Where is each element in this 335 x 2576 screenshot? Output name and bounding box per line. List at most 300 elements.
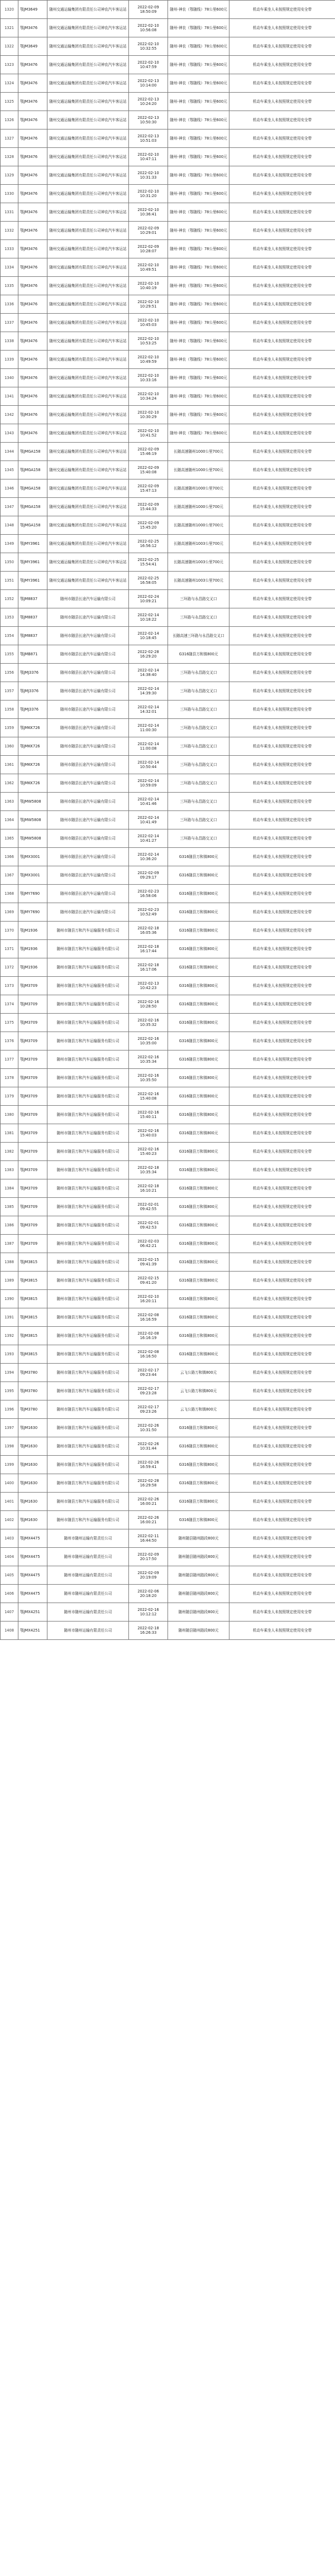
row-company: 随州交通运输集团有限责任公司神农汽车客运站 (47, 111, 129, 129)
row-route: G316随县万和镇800元 (168, 1327, 229, 1345)
row-reason: 机动车乘坐人未按照规定使用安全带 (229, 1456, 335, 1474)
row-plate: 鄂JM3476 (18, 314, 47, 332)
table-row (1, 1345, 335, 1364)
row-route: 三环路与永昌路交叉口 (168, 664, 229, 682)
table-row (1, 277, 335, 295)
row-reason: 机动车乘坐人未按照规定使用安全带 (229, 995, 335, 1014)
row-plate: 鄂JM3476 (18, 19, 47, 37)
table-row (1, 240, 335, 258)
row-plate: 鄂JM3476 (18, 295, 47, 314)
row-plate: 鄂JM3709 (18, 1216, 47, 1235)
row-seq: 1395 (1, 1382, 18, 1400)
table-row (1, 387, 335, 406)
table-row (1, 406, 335, 424)
row-seq: 1345 (1, 461, 18, 479)
row-company: 随州市随县万和汽车运输服务有限公司 (47, 977, 129, 995)
row-plate: 鄂JM3476 (18, 258, 47, 277)
row-company: 随州交通运输集团有限责任公司神农汽车客运站 (47, 406, 129, 424)
table-row (1, 1032, 335, 1050)
row-seq: 1378 (1, 1069, 18, 1087)
table-row (1, 1364, 335, 1382)
row-seq: 1408 (1, 1622, 18, 1640)
row-seq: 1372 (1, 958, 18, 977)
row-reason: 机动车乘坐人未按照规定使用安全带 (229, 572, 335, 590)
row-time: 2022-02-09 10:29:01 (129, 222, 168, 240)
row-company: 随州市随县万和汽车运输服务有限公司 (47, 1235, 129, 1253)
row-company: 随州市随县长途汽车运输有限公司 (47, 829, 129, 848)
row-time: 2022-02-18 16:05:36 (129, 922, 168, 940)
row-reason: 机动车乘坐人未按照规定使用安全带 (229, 443, 335, 461)
row-seq: 1347 (1, 498, 18, 516)
row-reason: 机动车乘坐人未按照规定使用安全带 (229, 498, 335, 516)
table-row (1, 351, 335, 369)
row-company: 随州市随县万和汽车运输服务有限公司 (47, 958, 129, 977)
table-row (1, 1253, 335, 1272)
row-plate: 鄂JM1630 (18, 1511, 47, 1529)
row-seq: 1381 (1, 1124, 18, 1143)
row-plate: 鄂JM3476 (18, 129, 47, 148)
row-company: 随州市随县长途汽车运输有限公司 (47, 664, 129, 682)
row-time: 2022-02-09 10:28:07 (129, 240, 168, 258)
row-route: G316随县万和镇800元 (168, 1087, 229, 1106)
row-plate: 鄂JM3815 (18, 1290, 47, 1308)
row-time: 2022-02-17 09:23:28 (129, 1382, 168, 1400)
row-company: 随州市随县万和汽车运输服务有限公司 (47, 1050, 129, 1069)
row-time: 2022-02-14 10:59:09 (129, 774, 168, 793)
table-row (1, 443, 335, 461)
row-reason: 机动车乘坐人未按照规定使用安全带 (229, 19, 335, 37)
row-seq: 1370 (1, 922, 18, 940)
row-plate: 鄂JM3476 (18, 351, 47, 369)
row-route: 随州-神农（鄂随线）78公里600元 (168, 185, 229, 203)
row-seq: 1391 (1, 1308, 18, 1327)
row-time: 2022-02-10 16:20:11 (129, 1290, 168, 1308)
row-seq: 1375 (1, 1014, 18, 1032)
row-seq: 1359 (1, 719, 18, 737)
row-time: 2022-02-13 10:51:03 (129, 129, 168, 148)
table-row (1, 314, 335, 332)
row-route: 三环路与永昌路交叉口 (168, 829, 229, 848)
row-plate: 鄂JM3780 (18, 1364, 47, 1382)
row-company: 随州市随县万和汽车运输服务有限公司 (47, 1290, 129, 1308)
table-row (1, 848, 335, 866)
row-company: 随州市随县长途汽车运输有限公司 (47, 719, 129, 737)
row-route: G316随县万和镇800元 (168, 848, 229, 866)
row-time: 2022-02-23 16:58:06 (129, 885, 168, 903)
row-plate: 鄂JM1936 (18, 922, 47, 940)
row-reason: 机动车乘坐人未按照规定使用安全带 (229, 1216, 335, 1235)
row-time: 2022-02-14 10:41:27 (129, 829, 168, 848)
row-plate: 鄂JMX3001 (18, 848, 47, 866)
row-seq: 1397 (1, 1419, 18, 1437)
row-time: 2022-02-15 09:41:20 (129, 1272, 168, 1290)
row-route: G316随县万和镇800元 (168, 1437, 229, 1456)
row-time: 2022-02-09 15:47:13 (129, 479, 168, 498)
row-seq: 1383 (1, 1161, 18, 1179)
row-seq: 1362 (1, 774, 18, 793)
row-plate: 鄂JM3815 (18, 1253, 47, 1272)
row-company: 随州交通运输集团有限责任公司神农汽车客运站 (47, 314, 129, 332)
row-time: 2022-02-18 16:10:21 (129, 1179, 168, 1198)
row-seq: 1386 (1, 1216, 18, 1235)
row-reason: 机动车乘坐人未按照规定使用安全带 (229, 277, 335, 295)
table-row (1, 424, 335, 443)
row-seq: 1338 (1, 332, 18, 351)
row-company: 随州市随县万和汽车运输服务有限公司 (47, 922, 129, 940)
row-route: G316随县万和镇800元 (168, 1474, 229, 1493)
table-row (1, 258, 335, 277)
row-route: 随州-神农（鄂随线）78公里600元 (168, 93, 229, 111)
table-row (1, 479, 335, 498)
row-seq: 1374 (1, 995, 18, 1014)
row-company: 随州交通运输集团有限责任公司神农汽车客运站 (47, 424, 129, 443)
row-time: 2022-02-16 10:35:32 (129, 1014, 168, 1032)
row-route: 随州-神农（鄂随线）78公里600元 (168, 148, 229, 166)
row-seq: 1394 (1, 1364, 18, 1382)
table-row (1, 1161, 335, 1179)
row-time: 2022-02-09 09:29:17 (129, 866, 168, 885)
row-route: 长随高速随州1000公里700元 (168, 461, 229, 479)
row-route: 长随高速随州1003公里700元 (168, 535, 229, 553)
row-plate: 鄂JMGA158 (18, 516, 47, 535)
row-route: 随州随县随州路段800元 (168, 1566, 229, 1585)
row-time: 2022-02-10 10:31:33 (129, 166, 168, 185)
row-seq: 1407 (1, 1603, 18, 1622)
table-row (1, 1474, 335, 1493)
row-seq: 1333 (1, 240, 18, 258)
row-seq: 1343 (1, 424, 18, 443)
row-plate: 鄂JM1630 (18, 1437, 47, 1456)
row-plate: 鄂JMW5808 (18, 811, 47, 829)
row-company: 随州市随县万和汽车运输服务有限公司 (47, 1087, 129, 1106)
row-plate: 鄂JM3476 (18, 369, 47, 387)
row-company: 随州市随州运输有限责任公司 (47, 1529, 129, 1548)
row-plate: 鄂JMY3961 (18, 553, 47, 572)
row-reason: 机动车乘坐人未按照规定使用安全带 (229, 240, 335, 258)
row-time: 2022-02-18 16:17:44 (129, 940, 168, 958)
row-route: 随州-神农（鄂随线）78公里600元 (168, 240, 229, 258)
row-plate: 鄂JM3709 (18, 1198, 47, 1216)
row-company: 随州市随县长途汽车运输有限公司 (47, 590, 129, 608)
table-row (1, 1272, 335, 1290)
row-plate: 鄂JM3815 (18, 1327, 47, 1345)
row-company: 随州交通运输集团有限责任公司神农汽车客运站 (47, 56, 129, 74)
row-company: 随州市随县万和汽车运输服务有限公司 (47, 1400, 129, 1419)
row-plate: 鄂JM3476 (18, 424, 47, 443)
row-seq: 1384 (1, 1179, 18, 1198)
row-reason: 机动车乘坐人未按照规定使用安全带 (229, 1419, 335, 1437)
row-plate: 鄂JM3476 (18, 148, 47, 166)
table-row (1, 977, 335, 995)
row-route: 长随高速随州1003公里700元 (168, 572, 229, 590)
table-row (1, 829, 335, 848)
row-seq: 1393 (1, 1345, 18, 1364)
row-plate: 鄂JMB871 (18, 645, 47, 664)
row-reason: 机动车乘坐人未按照规定使用安全带 (229, 977, 335, 995)
row-time: 2022-02-06 20:18:20 (129, 1585, 168, 1603)
row-reason: 机动车乘坐人未按照规定使用安全带 (229, 1622, 335, 1640)
row-seq: 1373 (1, 977, 18, 995)
row-company: 随州市随县长途汽车运输有限公司 (47, 701, 129, 719)
row-seq: 1403 (1, 1529, 18, 1548)
row-time: 2022-02-11 16:44:50 (129, 1529, 168, 1548)
row-plate: 鄂JM3709 (18, 1106, 47, 1124)
table-row (1, 719, 335, 737)
row-reason: 机动车乘坐人未按照规定使用安全带 (229, 701, 335, 719)
row-company: 随州交通运输集团有限责任公司神农汽车客运站 (47, 74, 129, 93)
row-time: 2022-02-10 10:53:25 (129, 332, 168, 351)
row-time: 2022-02-14 10:18:22 (129, 608, 168, 627)
row-time: 2022-02-14 10:41:46 (129, 793, 168, 811)
row-company: 随州交通运输集团有限责任公司神农汽车客运站 (47, 93, 129, 111)
table-row (1, 1124, 335, 1143)
row-plate: 鄂JM8837 (18, 608, 47, 627)
table-row (1, 1548, 335, 1566)
row-reason: 机动车乘坐人未按照规定使用安全带 (229, 148, 335, 166)
row-time: 2022-02-16 10:35:00 (129, 1032, 168, 1050)
row-plate: 鄂JM3709 (18, 1179, 47, 1198)
row-seq: 1392 (1, 1327, 18, 1345)
row-reason: 机动车乘坐人未按照规定使用安全带 (229, 424, 335, 443)
row-reason: 机动车乘坐人未按照规定使用安全带 (229, 479, 335, 498)
row-plate: 鄂JM3476 (18, 406, 47, 424)
row-reason: 机动车乘坐人未按照规定使用安全带 (229, 332, 335, 351)
row-seq: 1368 (1, 885, 18, 903)
row-reason: 机动车乘坐人未按照规定使用安全带 (229, 1050, 335, 1069)
row-company: 随州市随县万和汽车运输服务有限公司 (47, 1511, 129, 1529)
row-company: 随州市随州运输有限责任公司 (47, 1603, 129, 1622)
row-reason: 机动车乘坐人未按照规定使用安全带 (229, 129, 335, 148)
row-company: 随州市随县万和汽车运输服务有限公司 (47, 995, 129, 1014)
table-row (1, 19, 335, 37)
row-route: 随州-神农（鄂随线）78公里600元 (168, 387, 229, 406)
row-route: 随州-神农（鄂随线）78公里600元 (168, 129, 229, 148)
row-plate: 鄂JMJ3376 (18, 664, 47, 682)
row-company: 随州市随县万和汽车运输服务有限公司 (47, 1069, 129, 1087)
row-company: 随州市随县万和汽车运输服务有限公司 (47, 1382, 129, 1400)
row-seq: 1344 (1, 443, 18, 461)
row-company: 随州市随县长途汽车运输有限公司 (47, 608, 129, 627)
row-seq: 1380 (1, 1106, 18, 1124)
row-plate: 鄂JM3709 (18, 1161, 47, 1179)
row-company: 随州交通运输集团有限责任公司神农汽车客运站 (47, 516, 129, 535)
row-time: 2022-02-10 10:49:51 (129, 258, 168, 277)
row-company: 随州交通运输集团有限责任公司神农汽车客运站 (47, 369, 129, 387)
row-plate: 鄂JM3476 (18, 240, 47, 258)
row-seq: 1369 (1, 903, 18, 922)
row-plate: 鄂JM1630 (18, 1456, 47, 1474)
row-route: G316随县万和镇800元 (168, 1456, 229, 1474)
row-route: 随州-神农（鄂随线）78公里600元 (168, 314, 229, 332)
row-time: 2022-02-10 10:34:24 (129, 387, 168, 406)
row-route: 三环路与永昌路交叉口 (168, 793, 229, 811)
row-seq: 1331 (1, 203, 18, 222)
row-reason: 机动车乘坐人未按照规定使用安全带 (229, 93, 335, 111)
table-row (1, 1106, 335, 1124)
row-reason: 机动车乘坐人未按照规定使用安全带 (229, 1493, 335, 1511)
row-company: 随州市随县万和汽车运输服务有限公司 (47, 1456, 129, 1474)
row-seq: 1366 (1, 848, 18, 866)
row-route: G316随县万和镇800元 (168, 1272, 229, 1290)
row-seq: 1371 (1, 940, 18, 958)
row-company: 随州交通运输集团有限责任公司神农汽车客运站 (47, 479, 129, 498)
row-route: 随州随县随州路段800元 (168, 1529, 229, 1548)
row-plate: 鄂JM3709 (18, 1124, 47, 1143)
row-seq: 1388 (1, 1253, 18, 1272)
row-time: 2022-02-09 15:45:20 (129, 516, 168, 535)
row-seq: 1389 (1, 1272, 18, 1290)
table-row (1, 1327, 335, 1345)
row-time: 2022-02-28 16:29:20 (129, 645, 168, 664)
table-row (1, 682, 335, 701)
row-plate: 鄂JMJ3376 (18, 701, 47, 719)
table-row (1, 498, 335, 516)
row-route: G316随县万和镇800元 (168, 903, 229, 922)
row-reason: 机动车乘坐人未按照规定使用安全带 (229, 1437, 335, 1456)
table-row (1, 572, 335, 590)
row-time: 2022-02-26 16:59:41 (129, 1456, 168, 1474)
row-route: 随州随县随州路段800元 (168, 1603, 229, 1622)
table-row (1, 516, 335, 535)
row-reason: 机动车乘坐人未按照规定使用安全带 (229, 1, 335, 19)
row-time: 2022-02-14 14:32:01 (129, 701, 168, 719)
row-reason: 机动车乘坐人未按照规定使用安全带 (229, 1345, 335, 1364)
row-reason: 机动车乘坐人未按照规定使用安全带 (229, 1548, 335, 1566)
row-seq: 1326 (1, 111, 18, 129)
row-seq: 1385 (1, 1198, 18, 1216)
row-route: G316随县万和镇800元 (168, 645, 229, 664)
row-time: 2022-02-16 10:28:50 (129, 995, 168, 1014)
row-time: 2022-02-13 10:42:23 (129, 977, 168, 995)
table-row (1, 774, 335, 793)
row-plate: 鄂JMKK726 (18, 774, 47, 793)
table-row (1, 1419, 335, 1437)
table-row (1, 553, 335, 572)
table-row (1, 922, 335, 940)
row-time: 2022-02-10 10:41:52 (129, 424, 168, 443)
row-route: 云飞公路万和镇800元 (168, 1382, 229, 1400)
row-seq: 1323 (1, 56, 18, 74)
row-time: 2022-02-26 16:00:21 (129, 1511, 168, 1529)
row-reason: 机动车乘坐人未按照规定使用安全带 (229, 1603, 335, 1622)
table-row (1, 995, 335, 1014)
row-seq: 1401 (1, 1493, 18, 1511)
row-seq: 1341 (1, 387, 18, 406)
row-plate: 鄂JM3709 (18, 1069, 47, 1087)
row-company: 随州市随县长途汽车运输有限公司 (47, 866, 129, 885)
row-route: 三环路与永昌路交叉口 (168, 756, 229, 774)
row-reason: 机动车乘坐人未按照规定使用安全带 (229, 958, 335, 977)
row-time: 2022-02-10 10:40:19 (129, 277, 168, 295)
row-plate: 鄂JM3476 (18, 185, 47, 203)
row-reason: 机动车乘坐人未按照规定使用安全带 (229, 866, 335, 885)
row-route: 三环路与永昌路交叉口 (168, 737, 229, 756)
row-seq: 1327 (1, 129, 18, 148)
row-time: 2022-02-08 16:16:19 (129, 1327, 168, 1345)
row-company: 随州交通运输集团有限责任公司神农汽车客运站 (47, 185, 129, 203)
row-time: 2022-02-13 10:14:00 (129, 74, 168, 93)
table-row (1, 1235, 335, 1253)
row-time: 2022-02-16 15:40:08 (129, 1087, 168, 1106)
row-company: 随州市随县长途汽车运输有限公司 (47, 811, 129, 829)
row-seq: 1356 (1, 664, 18, 682)
row-seq: 1360 (1, 737, 18, 756)
row-plate: 鄂JM3780 (18, 1400, 47, 1419)
table-row (1, 793, 335, 811)
row-reason: 机动车乘坐人未按照规定使用安全带 (229, 664, 335, 682)
table-row (1, 148, 335, 166)
row-seq: 1357 (1, 682, 18, 701)
row-seq: 1321 (1, 19, 18, 37)
row-company: 随州交通运输集团有限责任公司神农汽车客运站 (47, 222, 129, 240)
row-reason: 机动车乘坐人未按照规定使用安全带 (229, 461, 335, 479)
row-route: 随州-神农（鄂随线）78公里600元 (168, 1, 229, 19)
row-route: 随州随县随州路段800元 (168, 1585, 229, 1603)
row-reason: 机动车乘坐人未按照规定使用安全带 (229, 37, 335, 56)
row-time: 2022-02-09 20:17:50 (129, 1548, 168, 1566)
row-company: 随州市随县长途汽车运输有限公司 (47, 756, 129, 774)
table-row (1, 1566, 335, 1585)
row-company: 随州市随县万和汽车运输服务有限公司 (47, 1308, 129, 1327)
table-row (1, 295, 335, 314)
table-row (1, 222, 335, 240)
row-plate: 鄂JM3709 (18, 1235, 47, 1253)
row-route: G316随县万和镇800元 (168, 1290, 229, 1308)
table-row (1, 811, 335, 829)
row-reason: 机动车乘坐人未按照规定使用安全带 (229, 56, 335, 74)
row-route: 随州-神农（鄂随线）78公里600元 (168, 111, 229, 129)
row-route: 随州-神农（鄂随线）78公里600元 (168, 277, 229, 295)
row-time: 2022-02-13 10:24:20 (129, 93, 168, 111)
row-reason: 机动车乘坐人未按照规定使用安全带 (229, 756, 335, 774)
row-plate: 鄂JM3649 (18, 1, 47, 19)
row-route: 长随高速随州1000公里700元 (168, 516, 229, 535)
table-row (1, 1437, 335, 1456)
row-seq: 1334 (1, 258, 18, 277)
table-row (1, 701, 335, 719)
table-row (1, 737, 335, 756)
row-plate: 鄂JM1630 (18, 1474, 47, 1493)
row-company: 随州市随县长途汽车运输有限公司 (47, 645, 129, 664)
row-company: 随州交通运输集团有限责任公司神农汽车客运站 (47, 258, 129, 277)
row-route: 随州随县随州路段800元 (168, 1622, 229, 1640)
row-seq: 1351 (1, 572, 18, 590)
table-row (1, 940, 335, 958)
row-route: 三环路与永昌路交叉口 (168, 811, 229, 829)
row-plate: 鄂JM3709 (18, 1087, 47, 1106)
row-plate: 鄂JM3815 (18, 1308, 47, 1327)
row-route: 三环路与永昌路交叉口 (168, 682, 229, 701)
row-route: G316随县万和镇800元 (168, 1050, 229, 1069)
row-route: 随州-神农（鄂随线）78公里600元 (168, 332, 229, 351)
row-plate: 鄂JMX3001 (18, 866, 47, 885)
table-row (1, 37, 335, 56)
table-row (1, 608, 335, 627)
row-plate: 鄂JM3780 (18, 1382, 47, 1400)
row-company: 随州交通运输集团有限责任公司神农汽车客运站 (47, 572, 129, 590)
row-plate: 鄂JM3476 (18, 56, 47, 74)
row-seq: 1402 (1, 1511, 18, 1529)
row-seq: 1342 (1, 406, 18, 424)
row-time: 2022-02-10 10:31:20 (129, 185, 168, 203)
row-route: 随州-神农（鄂随线）78公里600元 (168, 351, 229, 369)
row-seq: 1332 (1, 222, 18, 240)
row-route: 云飞公路万和镇800元 (168, 1364, 229, 1382)
table-row (1, 903, 335, 922)
row-plate: 鄂JM3476 (18, 93, 47, 111)
table-row (1, 756, 335, 774)
table-row (1, 56, 335, 74)
